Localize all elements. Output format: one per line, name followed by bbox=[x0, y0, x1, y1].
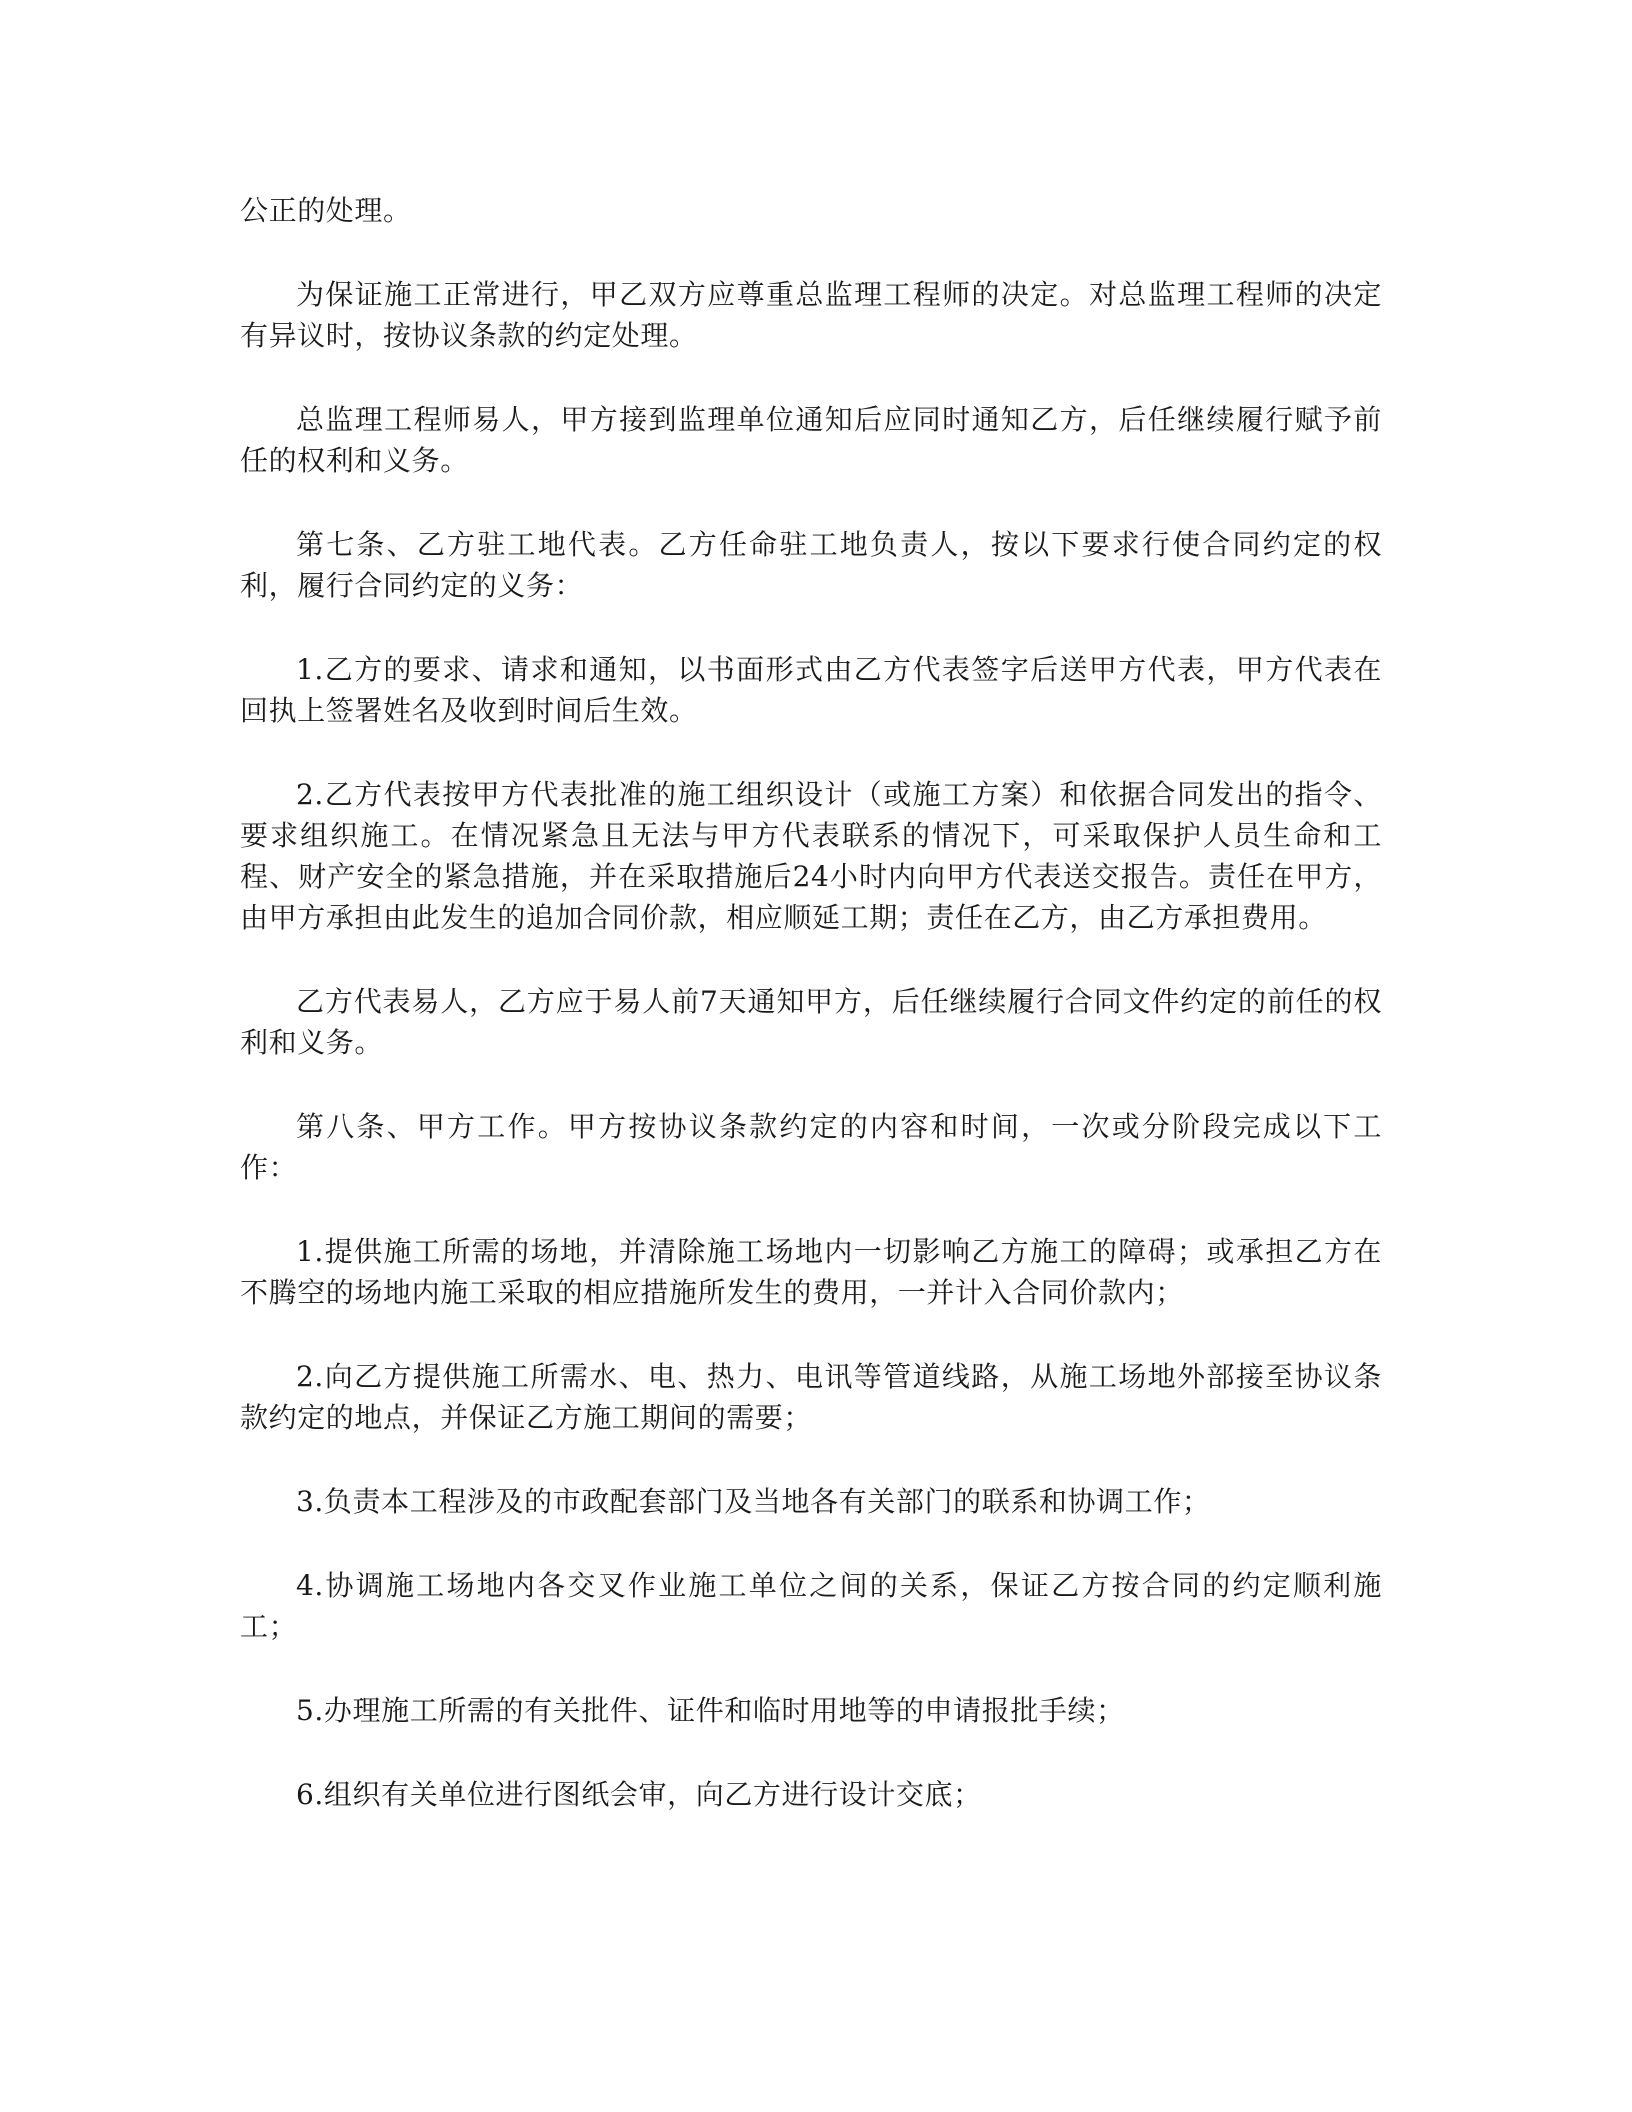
paragraph: 为保证施工正常进行，甲乙双方应尊重总监理工程师的决定。对总监理工程师的决定有异议时，按协议条款的约定处理。 bbox=[240, 278, 1382, 352]
article-7-heading-paragraph: 第七条、乙方驻工地代表。乙方任命驻工地负责人，按以下要求行使合同约定的权利，履行合同约定的义务： bbox=[240, 528, 1382, 602]
list-item: 1.提供施工所需的场地，并清除施工场地内一切影响乙方施工的障碍；或承担乙方在不腾空的场地内施工采取的相应措施所发生的费用，一并计入合同价款内； bbox=[240, 1235, 1382, 1309]
list-item: 3.负责本工程涉及的市政配套部门及当地各有关部门的联系和协调工作； bbox=[296, 1485, 1211, 1518]
paragraph: 总监理工程师易人，甲方接到监理单位通知后应同时通知乙方，后任继续履行赋予前任的权利和义务。 bbox=[240, 403, 1382, 477]
article-8-heading-paragraph: 第八条、甲方工作。甲方按协议条款约定的内容和时间，一次或分阶段完成以下工作： bbox=[240, 1110, 1382, 1184]
paragraph: 乙方代表易人，乙方应于易人前7天通知甲方，后任继续履行合同文件约定的前任的权利和义务。 bbox=[240, 985, 1382, 1059]
list-item: 2.乙方代表按甲方代表批准的施工组织设计（或施工方案）和依据合同发出的指令、要求组织施工。在情况紧急且无法与甲方代表联系的情况下，可采取保护人员生命和工程、财产安全的紧急措施，并在采取措施后24小时内向甲方代表送交报告。责任在甲方，由甲方承担由此发生的追加合同价款，相应顺延工期；责任在乙方，由乙方承担费用。 bbox=[240, 778, 1382, 934]
list-item: 6.组织有关单位进行图纸会审，向乙方进行设计交底； bbox=[296, 1778, 982, 1811]
document-body bbox=[240, 190, 1382, 1858]
paragraph: 公正的处理。 bbox=[240, 194, 412, 227]
list-item: 4.协调施工场地内各交叉作业施工单位之间的关系，保证乙方按合同的约定顺利施工； bbox=[240, 1569, 1382, 1643]
list-item: 2.向乙方提供施工所需水、电、热力、电讯等管道线路，从施工场地外部接至协议条款约定的地点，并保证乙方施工期间的需要； bbox=[240, 1360, 1382, 1434]
list-item: 1.乙方的要求、请求和通知，以书面形式由乙方代表签字后送甲方代表，甲方代表在回执上签署姓名及收到时间后生效。 bbox=[240, 653, 1382, 727]
list-item: 5.办理施工所需的有关批件、证件和临时用地等的申请报批手续； bbox=[296, 1694, 1125, 1727]
